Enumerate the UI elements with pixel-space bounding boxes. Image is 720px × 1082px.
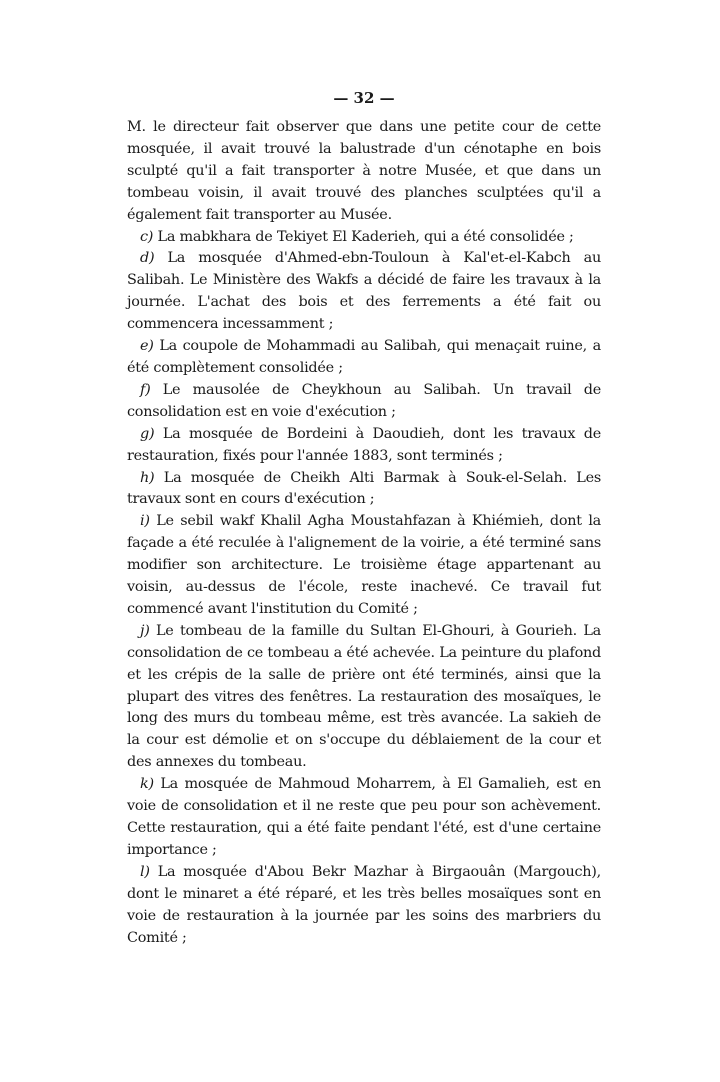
item-text: Le sebil wakf Khalil Agha Moustahfazan à Khiémieh, dont la façade a été reculée à l'alignement de la voirie, a été terminé sans modifier son architecture. Le troisième étage appartenant au voisin, au-dessus de l'école, reste inachevé. Ce travail fut commencé avant l'institution du Comité ; [127, 513, 601, 617]
item-marker: k) [140, 776, 154, 793]
item-text: La mosquée d'Ahmed-ebn-Touloun à Kal'et-el-Kabch au Salibah. Le Ministère des Wakfs a décidé de faire les travaux à la journée. L'achat des bois et des ferrements a été fait ou commencera incessamment ; [127, 250, 602, 333]
item-marker: l) [140, 863, 150, 880]
list-item-c [127, 227, 601, 249]
item-marker: g) [140, 425, 155, 442]
list-item-j [127, 621, 601, 774]
item-text: La coupole de Mohammadi au Salibah, qui menaçait ruine, a été complètement consolidée ; [127, 338, 601, 376]
list-item-f [127, 380, 601, 424]
item-text: Le mausolée de Cheykhoun au Salibah. Un travail de consolidation est en voie d'exécution ; [127, 381, 602, 420]
item-text: Le tombeau de la famille du Sultan El-Ghouri, à Gourieh. La consolidation de ce tombeau a été achevée. La peinture du plafond et les crépis de la salle de prière ont été terminés, ainsi que la plupart des vitres des fenêtres. La restauration des mosaïques, le long des murs du tombeau même, est très avancée. La sakieh de la cour est démolie et on s'occupe du déblaiement de la cour et des annexes du tombeau. [127, 622, 601, 771]
item-marker: i) [140, 513, 150, 530]
item-text: La mosquée de Bordeini à Daoudieh, dont les travaux de restauration, fixés pour l'année 1883, sont terminés ; [127, 425, 602, 464]
item-list [127, 227, 601, 950]
item-marker: j) [140, 622, 150, 639]
list-item-d [127, 248, 601, 336]
item-marker: f) [140, 381, 151, 398]
document-page [127, 88, 601, 949]
list-item-e [127, 336, 601, 380]
page-number: — 32 — [333, 89, 395, 107]
item-marker: c) [140, 228, 154, 245]
item-text: La mosquée d'Abou Bekr Mazhar à Birgaouân (Margouch), dont le minaret a été réparé, et les très belles mosaïques sont en voie de restauration à la journée par les soins des marbriers du Comité ; [127, 863, 601, 946]
item-marker: e) [140, 338, 154, 355]
item-marker: h) [140, 469, 155, 486]
list-item-h [127, 468, 601, 512]
item-marker: d) [140, 250, 155, 267]
list-item-k [127, 774, 601, 862]
list-item-g [127, 424, 601, 468]
item-text: La mosquée de Mahmoud Moharrem, à El Gamalieh, est en voie de consolidation et il ne reste que peu pour son achèvement. Cette restauration, qui a été faite pendant l'été, est d'une certaine importance ; [127, 776, 601, 858]
item-text: La mosquée de Cheikh Alti Barmak à Souk-el-Selah. Les travaux sont en cours d'exécution ; [127, 469, 601, 508]
list-item-l [127, 862, 601, 950]
list-item-i [127, 511, 601, 621]
item-text: La mabkhara de Tekiyet El Kaderieh, qui a été consolidée ; [157, 228, 574, 245]
intro-paragraph: M. le directeur fait observer que dans une petite cour de cette mosquée, il avait trouvé la balustrade d'un cénotaphe en bois sculpté qu'il a fait transporter à notre Musée, et que dans un tombeau voisin, il avait trouvé des planches sculptées qu'il a également fait transporter au Musée. [127, 119, 601, 223]
